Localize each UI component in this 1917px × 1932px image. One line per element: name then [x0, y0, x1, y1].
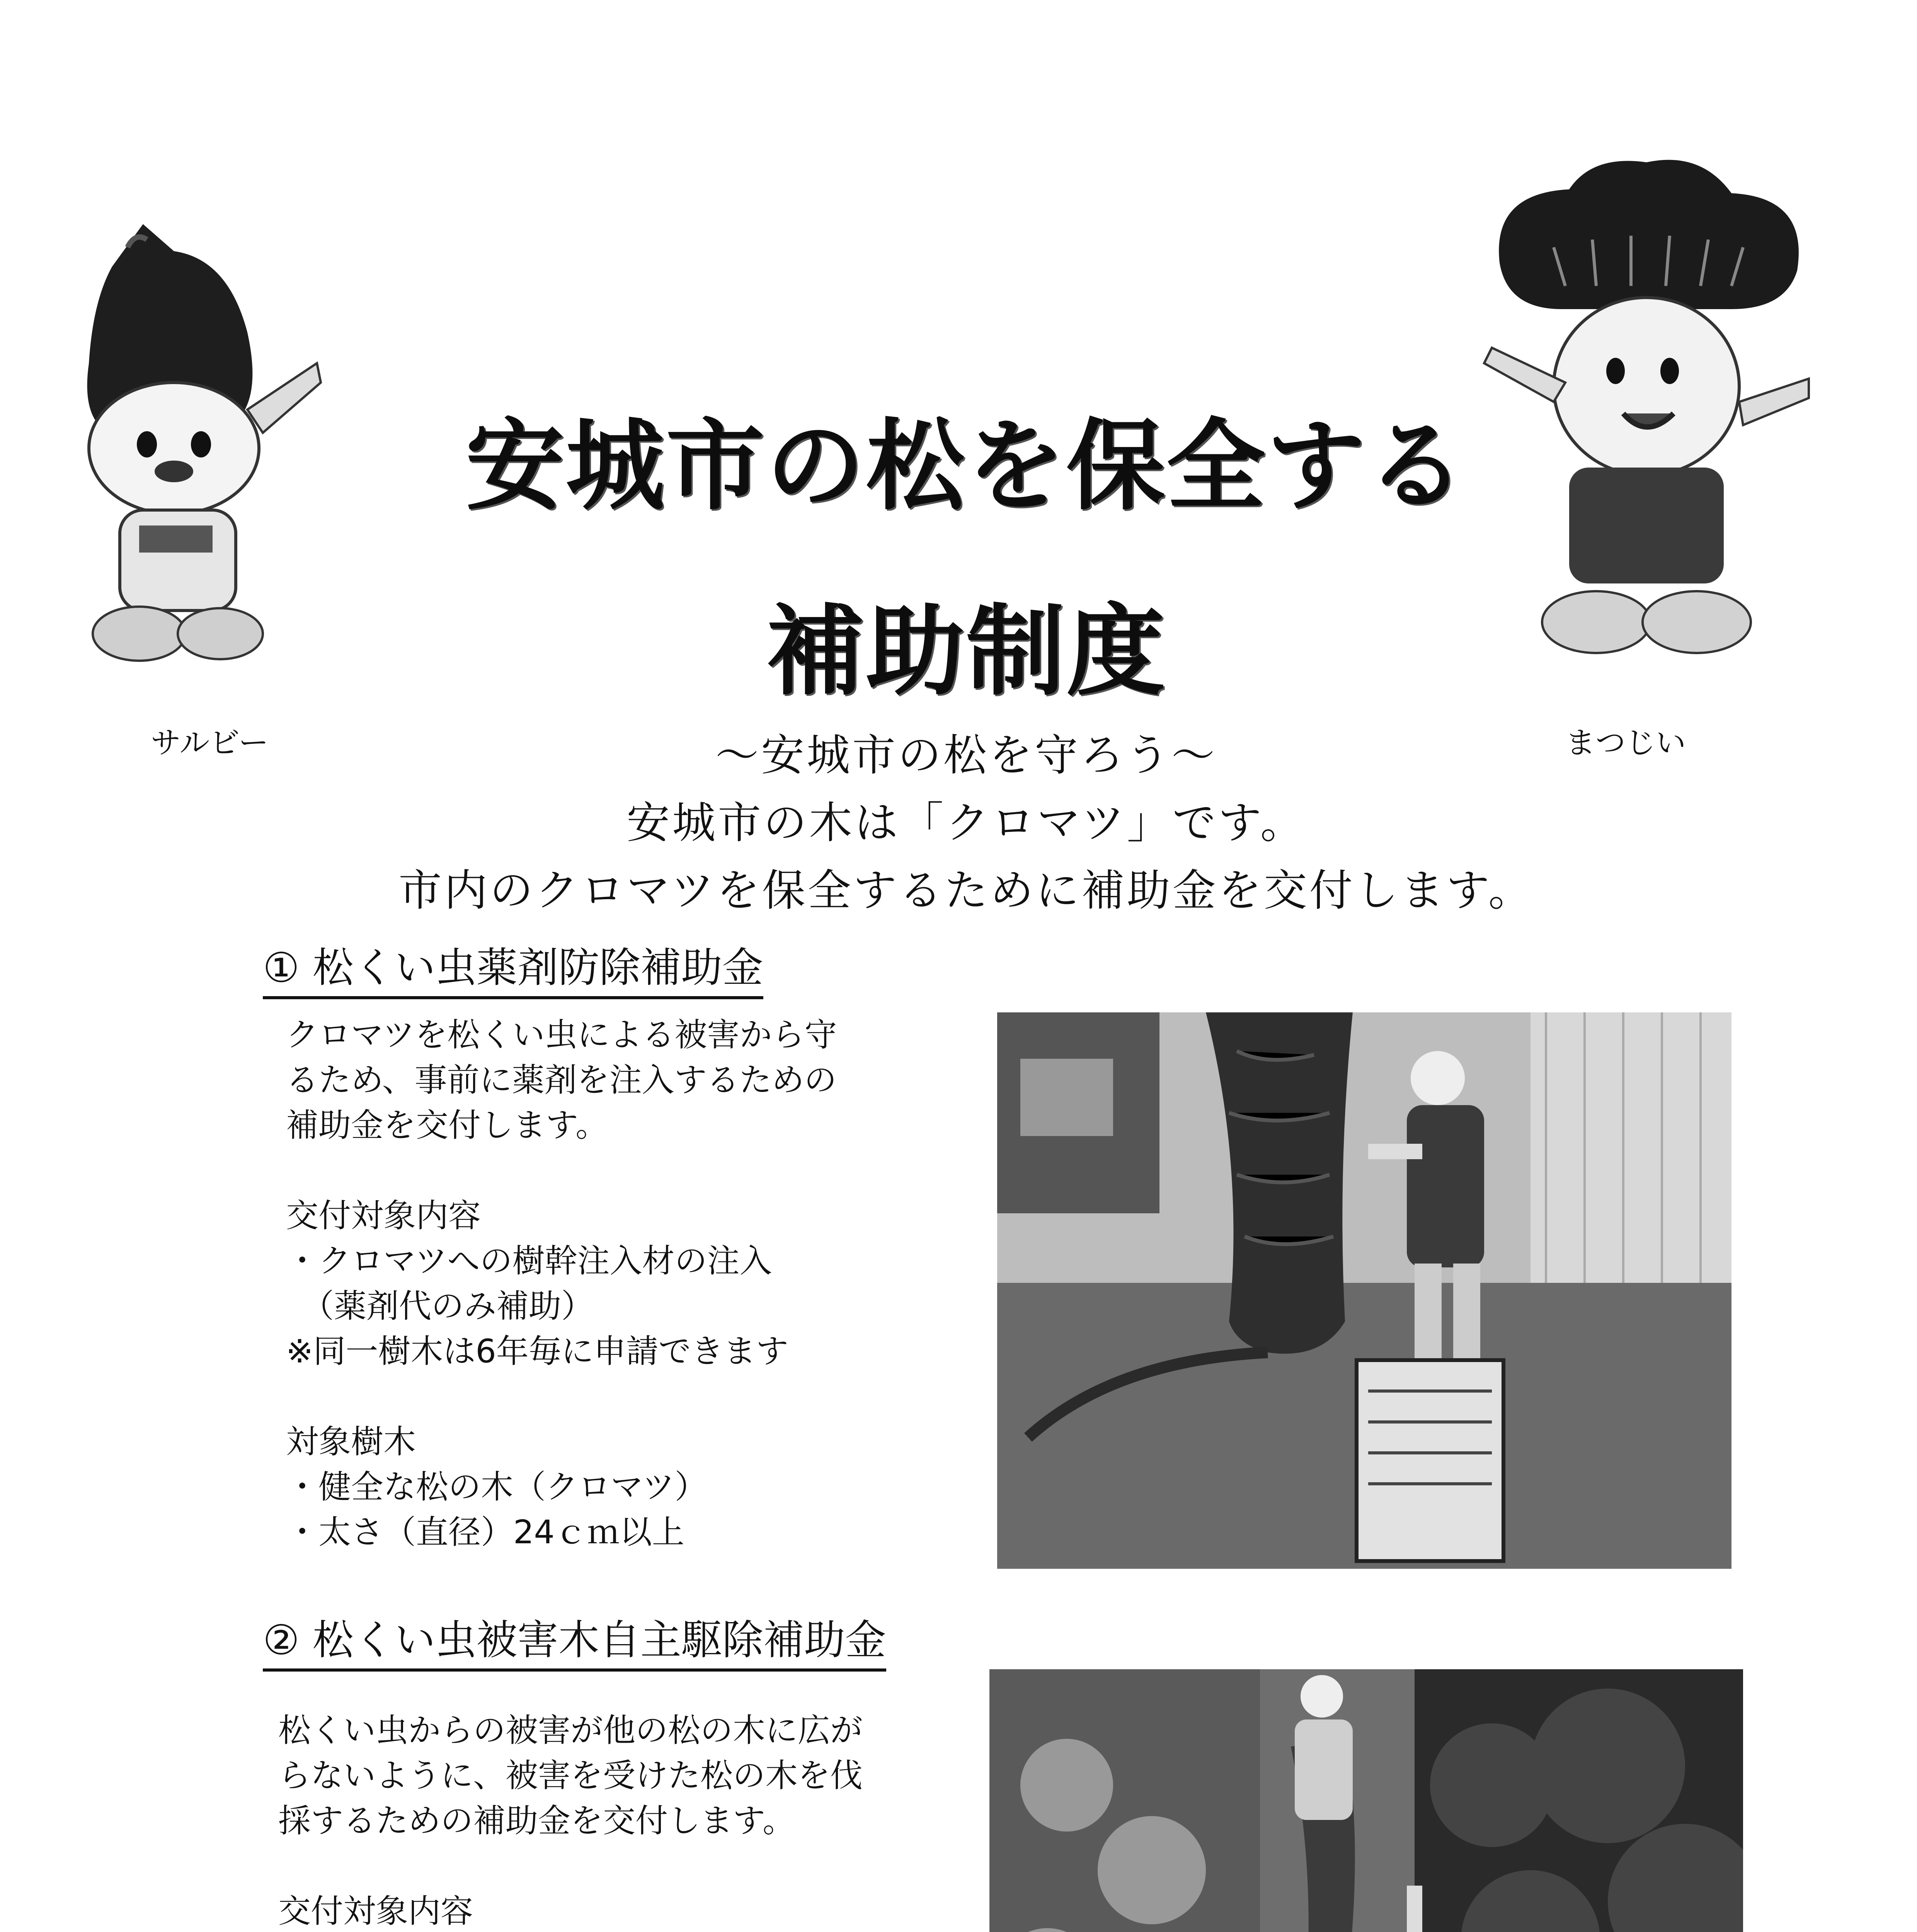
section1-line: 補助金を交付します。 [286, 1106, 608, 1144]
section1-line: （薬剤代のみ補助） [301, 1287, 594, 1325]
section1-spacer [286, 1148, 837, 1193]
section1-subheading: 交付対象内容 [286, 1197, 481, 1235]
section2-line: 松くい虫からの被害が他の松の木に広が [278, 1711, 863, 1749]
page-title-line1: 安城市の松を保全する [465, 409, 1467, 524]
section1-line: ・太さ（直径）24ｃｍ以上 [286, 1513, 684, 1551]
section1-line: ・クロマツへの樹幹注入材の注入 [286, 1242, 772, 1280]
section2-body [278, 1708, 863, 1932]
subtitle: 〜安城市の松を守ろう〜 [715, 730, 1217, 781]
section1-line: クロマツを松くい虫による被害から守 [286, 1016, 837, 1054]
section1-line: るため、事前に薬剤を注入するための [286, 1061, 837, 1099]
section1-spacer [286, 1374, 837, 1419]
section2-subheading: 交付対象内容 [278, 1892, 473, 1930]
page-title-line2: 補助制度 [766, 594, 1166, 709]
lead-line-1: 安城市の木は「クロマツ」です。 [627, 798, 1306, 848]
tree-felling-photo [989, 1669, 1743, 1932]
section1-subheading: 対象樹木 [286, 1423, 416, 1461]
lead-line-2: 市内のクロマツを保全するために補助金を交付します。 [398, 866, 1534, 916]
section2-spacer [278, 1844, 863, 1889]
section1-heading: ① 松くい虫薬剤防除補助金 [263, 935, 763, 999]
section2-line: らないように、被害を受けた松の木を伐 [278, 1757, 863, 1794]
left-character-name: サルビー [151, 726, 269, 760]
pine-injection-photo [997, 1012, 1731, 1569]
right-character-name: まつじい [1565, 726, 1686, 760]
section2-line: 採するための補助金を交付します。 [278, 1802, 795, 1840]
salvie-mascot-image [46, 216, 325, 703]
section1-note: ※同一樹木は6年毎に申請できます [286, 1332, 788, 1370]
section1-body [286, 1012, 837, 1555]
section1-line: ・健全な松の木（クロマツ） [286, 1468, 707, 1506]
section2-heading: ② 松くい虫被害木自主駆除補助金 [263, 1607, 886, 1672]
